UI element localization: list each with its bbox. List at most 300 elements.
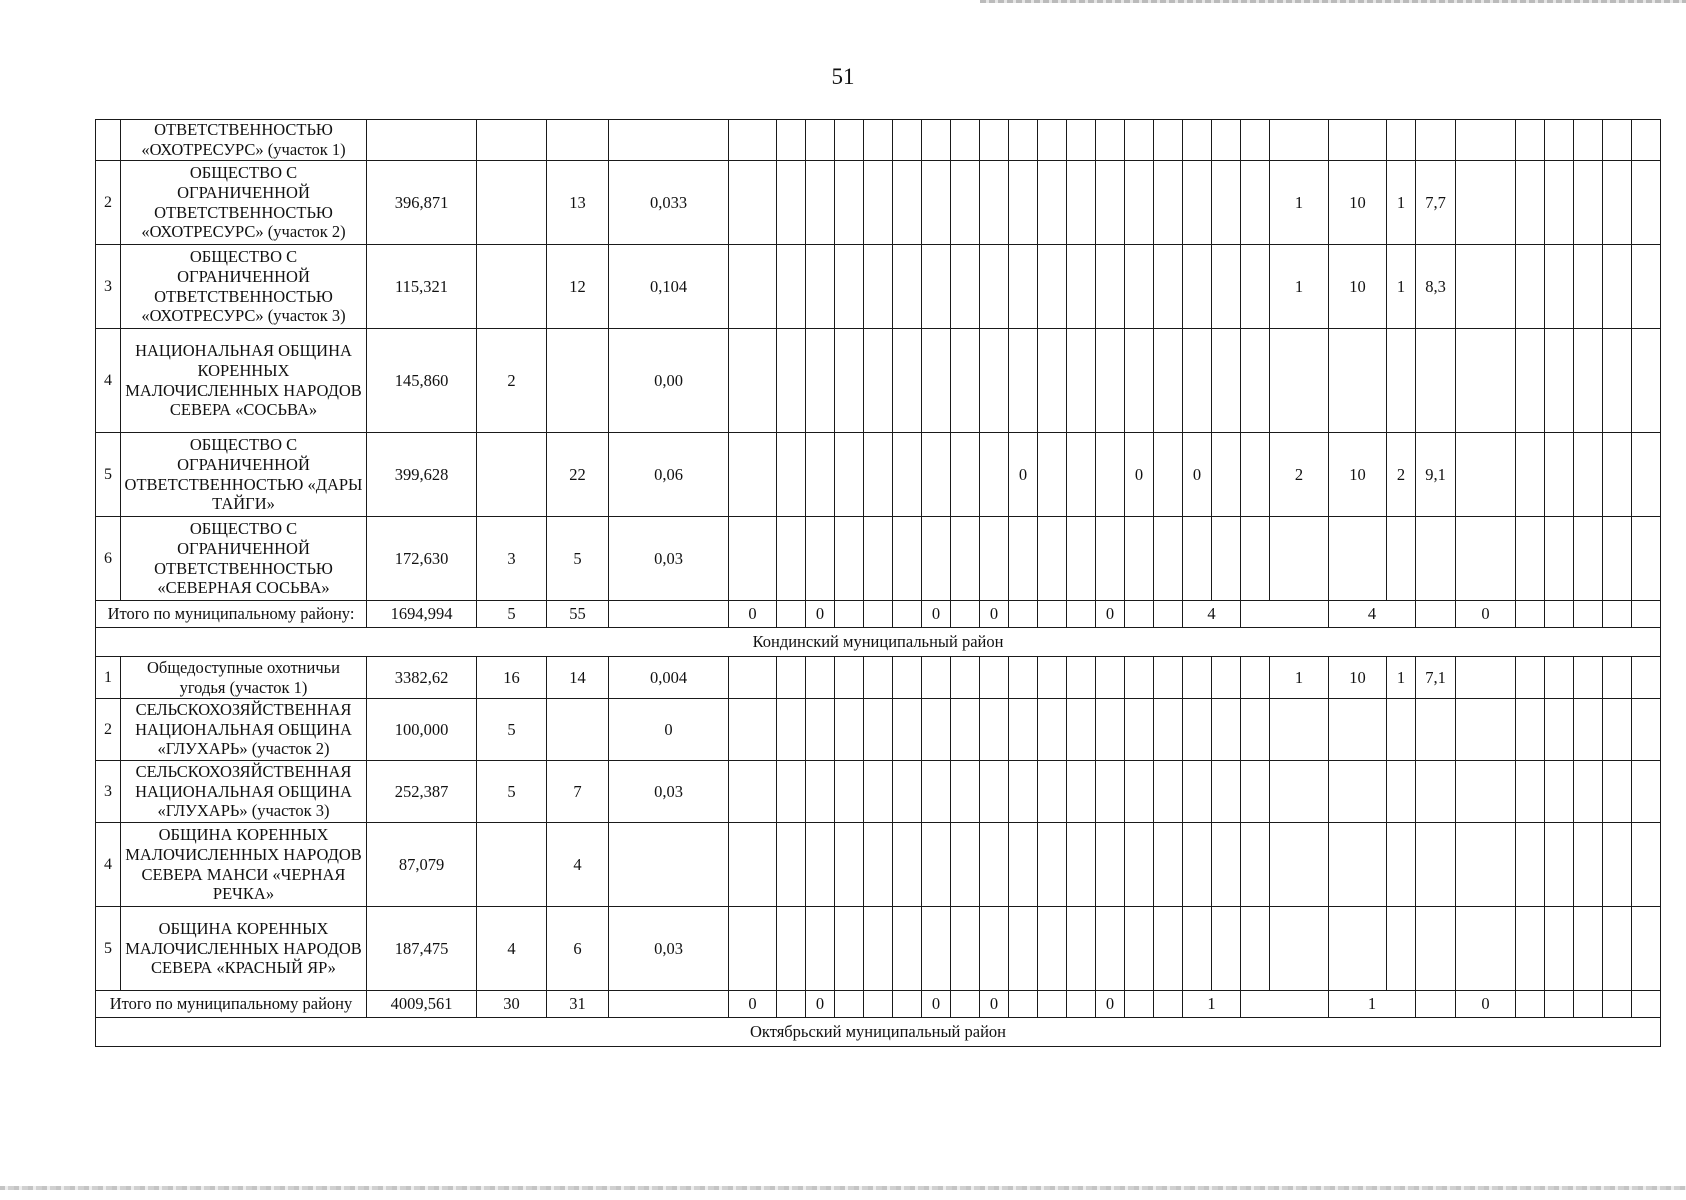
data-cell: [835, 245, 864, 329]
total-data-cell: [835, 601, 864, 628]
count-cell: [477, 120, 547, 161]
area-value: 115,321: [367, 245, 477, 329]
data-cell: [1516, 907, 1545, 991]
data-cell: 10: [1329, 161, 1387, 245]
total-data-cell: [1516, 601, 1545, 628]
data-cell: [1038, 907, 1067, 991]
data-cell: [1632, 907, 1661, 991]
total-area: 1694,994: [367, 601, 477, 628]
data-cell: [1125, 120, 1154, 161]
data-cell: [951, 699, 980, 761]
data-cell: [1212, 329, 1241, 433]
data-cell: [864, 823, 893, 907]
total-data-cell: [1125, 601, 1154, 628]
scan-edge-bottom: [0, 1186, 1686, 1190]
total-data-cell: 0: [980, 991, 1009, 1018]
data-cell: [922, 907, 951, 991]
total-data-cell: 1: [1329, 991, 1416, 1018]
data-cell: [893, 657, 922, 699]
data-cell: [864, 907, 893, 991]
data-cell: [1387, 120, 1416, 161]
table-row: [96, 161, 1661, 245]
data-cell: [1603, 761, 1632, 823]
row-number: 4: [96, 823, 121, 907]
total-data-cell: [1545, 601, 1574, 628]
data-cell: [1067, 245, 1096, 329]
count-cell: [547, 329, 609, 433]
data-cell: [777, 823, 806, 907]
data-cell: [1038, 329, 1067, 433]
count-cell: 5: [547, 517, 609, 601]
data-cell: [835, 433, 864, 517]
data-cell: [729, 245, 777, 329]
data-cell: [893, 161, 922, 245]
organization-name: НАЦИОНАЛЬНАЯ ОБЩИНА КОРЕННЫХ МАЛОЧИСЛЕННЫХ НАРОДОВ СЕВЕРА «СОСЬВА»: [121, 329, 367, 433]
density-cell: 0,03: [609, 761, 729, 823]
data-cell: [1241, 657, 1270, 699]
data-cell: [1154, 699, 1183, 761]
data-cell: [1387, 823, 1416, 907]
data-cell: 1: [1270, 161, 1329, 245]
total-data-cell: [1038, 991, 1067, 1018]
total-count: 5: [477, 601, 547, 628]
row-number: 2: [96, 161, 121, 245]
data-cell: [777, 657, 806, 699]
count-cell: 13: [547, 161, 609, 245]
table-row: [96, 761, 1661, 823]
total-data-cell: [1038, 601, 1067, 628]
data-cell: [1009, 761, 1038, 823]
data-cell: [806, 823, 835, 907]
organization-name: ОБЩЕСТВО С ОГРАНИЧЕННОЙ ОТВЕТСТВЕННОСТЬЮ «ОХОТРЕСУРС» (участок 2): [121, 161, 367, 245]
row-number: 2: [96, 699, 121, 761]
data-cell: [1545, 761, 1574, 823]
data-cell: [1456, 907, 1516, 991]
data-cell: [1154, 120, 1183, 161]
data-cell: [1183, 517, 1212, 601]
data-cell: 2: [1270, 433, 1329, 517]
data-cell: [806, 120, 835, 161]
data-cell: [1329, 761, 1387, 823]
data-cell: [1067, 329, 1096, 433]
data-cell: [922, 161, 951, 245]
data-cell: [1574, 823, 1603, 907]
data-cell: [980, 161, 1009, 245]
total-count: 55: [547, 601, 609, 628]
count-cell: [547, 120, 609, 161]
data-cell: [1067, 120, 1096, 161]
total-data-cell: 0: [980, 601, 1009, 628]
data-cell: [1183, 761, 1212, 823]
row-number: 6: [96, 517, 121, 601]
data-cell: [951, 517, 980, 601]
data-cell: [951, 823, 980, 907]
table-row: [96, 433, 1661, 517]
data-cell: [1270, 907, 1329, 991]
data-cell: [1574, 699, 1603, 761]
total-label: Итого по муниципальному району:: [96, 601, 367, 628]
data-cell: 0: [1183, 433, 1212, 517]
area-value: 145,860: [367, 329, 477, 433]
data-cell: [922, 699, 951, 761]
data-cell: [1038, 161, 1067, 245]
data-cell: [1096, 657, 1125, 699]
density-cell: 0,03: [609, 517, 729, 601]
data-cell: [1009, 329, 1038, 433]
data-cell: [729, 161, 777, 245]
data-cell: [1603, 517, 1632, 601]
organization-name: ОБЩЕСТВО С ОГРАНИЧЕННОЙ ОТВЕТСТВЕННОСТЬЮ «СЕВЕРНАЯ СОСЬВА»: [121, 517, 367, 601]
data-cell: [1574, 329, 1603, 433]
data-cell: [1183, 699, 1212, 761]
data-cell: [922, 245, 951, 329]
data-cell: [1183, 823, 1212, 907]
data-cell: [980, 699, 1009, 761]
data-cell: [835, 120, 864, 161]
data-cell: [1009, 657, 1038, 699]
organization-name: ОБЩЕСТВО С ОГРАНИЧЕННОЙ ОТВЕТСТВЕННОСТЬЮ «ОХОТРЕСУРС» (участок 3): [121, 245, 367, 329]
data-cell: [1516, 433, 1545, 517]
data-cell: [1125, 161, 1154, 245]
data-cell: [835, 517, 864, 601]
data-cell: [729, 907, 777, 991]
data-cell: [1067, 823, 1096, 907]
data-cell: [835, 699, 864, 761]
data-cell: [1009, 161, 1038, 245]
count-cell: 14: [547, 657, 609, 699]
data-cell: [1038, 823, 1067, 907]
count-cell: [477, 245, 547, 329]
data-cell: [1456, 161, 1516, 245]
data-cell: [1212, 907, 1241, 991]
data-cell: [1038, 433, 1067, 517]
count-cell: 5: [477, 699, 547, 761]
data-cell: [806, 761, 835, 823]
data-cell: [1545, 245, 1574, 329]
data-cell: [1154, 823, 1183, 907]
data-cell: [777, 329, 806, 433]
data-cell: [1603, 120, 1632, 161]
data-cell: [1009, 907, 1038, 991]
data-cell: [1038, 120, 1067, 161]
data-cell: [1125, 907, 1154, 991]
total-data-cell: [1009, 991, 1038, 1018]
data-cell: [922, 517, 951, 601]
region-header: Кондинский муниципальный район: [96, 628, 1661, 657]
total-data-cell: [1009, 601, 1038, 628]
data-cell: [777, 761, 806, 823]
data-cell: [1603, 433, 1632, 517]
data-cell: [1212, 761, 1241, 823]
count-cell: 4: [477, 907, 547, 991]
row-number: 5: [96, 433, 121, 517]
data-cell: 1: [1387, 245, 1416, 329]
data-cell: [729, 120, 777, 161]
total-data-cell: [1154, 991, 1183, 1018]
data-cell: [1067, 761, 1096, 823]
data-cell: [1212, 823, 1241, 907]
data-cell: [1516, 761, 1545, 823]
total-data-cell: [1516, 991, 1545, 1018]
data-cell: [1270, 120, 1329, 161]
data-cell: [1516, 517, 1545, 601]
data-cell: [1416, 761, 1456, 823]
data-cell: [1387, 761, 1416, 823]
total-data-cell: 0: [1096, 601, 1125, 628]
data-cell: [893, 823, 922, 907]
data-cell: 1: [1387, 161, 1416, 245]
data-cell: 10: [1329, 657, 1387, 699]
data-cell: [1516, 120, 1545, 161]
total-count: 31: [547, 991, 609, 1018]
data-cell: 1: [1270, 657, 1329, 699]
total-data-cell: [777, 601, 806, 628]
data-cell: [980, 761, 1009, 823]
total-data-cell: [777, 991, 806, 1018]
total-data-cell: [951, 991, 980, 1018]
data-cell: [806, 517, 835, 601]
data-cell: [1212, 120, 1241, 161]
total-density: [609, 601, 729, 628]
total-label: Итого по муниципальному району: [96, 991, 367, 1018]
data-cell: [1241, 245, 1270, 329]
data-cell: [1038, 699, 1067, 761]
data-cell: [1096, 245, 1125, 329]
hunting-grounds-table: [95, 119, 1661, 1047]
row-number: 4: [96, 329, 121, 433]
data-cell: [1416, 329, 1456, 433]
data-cell: [1516, 245, 1545, 329]
data-cell: [729, 433, 777, 517]
data-cell: [1632, 699, 1661, 761]
data-cell: [1212, 699, 1241, 761]
data-cell: [1632, 161, 1661, 245]
data-cell: [777, 433, 806, 517]
count-cell: 12: [547, 245, 609, 329]
data-cell: [777, 245, 806, 329]
data-cell: [777, 907, 806, 991]
data-cell: [806, 907, 835, 991]
data-cell: [1603, 329, 1632, 433]
total-data-cell: 4: [1183, 601, 1241, 628]
data-cell: [729, 517, 777, 601]
area-value: 399,628: [367, 433, 477, 517]
data-cell: [951, 245, 980, 329]
data-cell: [1241, 907, 1270, 991]
density-cell: 0,06: [609, 433, 729, 517]
data-cell: [1270, 699, 1329, 761]
table-row: [96, 657, 1661, 699]
data-cell: [1387, 329, 1416, 433]
data-cell: [1067, 517, 1096, 601]
data-cell: [1603, 823, 1632, 907]
data-cell: [777, 517, 806, 601]
data-cell: [1632, 120, 1661, 161]
data-cell: [729, 761, 777, 823]
data-cell: [893, 517, 922, 601]
count-cell: 7: [547, 761, 609, 823]
data-cell: [1632, 329, 1661, 433]
data-cell: [1416, 907, 1456, 991]
data-cell: [864, 245, 893, 329]
total-data-cell: [1603, 601, 1632, 628]
data-cell: [951, 761, 980, 823]
density-cell: 0,104: [609, 245, 729, 329]
data-cell: [1545, 823, 1574, 907]
data-cell: [1212, 657, 1241, 699]
area-value: 252,387: [367, 761, 477, 823]
data-cell: [1329, 907, 1387, 991]
data-cell: [835, 161, 864, 245]
data-cell: [1632, 761, 1661, 823]
total-data-cell: [1416, 991, 1456, 1018]
total-data-cell: 0: [922, 991, 951, 1018]
data-cell: [1009, 699, 1038, 761]
data-cell: [1329, 699, 1387, 761]
total-data-cell: [1067, 991, 1096, 1018]
data-cell: [1154, 245, 1183, 329]
data-cell: [1096, 907, 1125, 991]
data-cell: [777, 699, 806, 761]
data-cell: [1516, 699, 1545, 761]
total-data-cell: [1154, 601, 1183, 628]
data-cell: [1038, 517, 1067, 601]
total-data-cell: [864, 991, 893, 1018]
total-data-cell: [1125, 991, 1154, 1018]
data-cell: [729, 329, 777, 433]
data-cell: [1574, 517, 1603, 601]
data-cell: [1154, 329, 1183, 433]
total-data-cell: [1241, 601, 1329, 628]
table-row: [96, 517, 1661, 601]
total-row: [96, 991, 1661, 1018]
data-cell: [1270, 329, 1329, 433]
total-count: 30: [477, 991, 547, 1018]
total-data-cell: [1574, 991, 1603, 1018]
data-cell: [1516, 823, 1545, 907]
data-cell: [951, 657, 980, 699]
data-cell: [1125, 657, 1154, 699]
count-cell: [477, 433, 547, 517]
data-cell: [980, 120, 1009, 161]
data-cell: [980, 517, 1009, 601]
data-cell: [1154, 161, 1183, 245]
area-value: 100,000: [367, 699, 477, 761]
data-cell: [1241, 761, 1270, 823]
data-cell: [1096, 761, 1125, 823]
data-cell: 10: [1329, 433, 1387, 517]
count-cell: 16: [477, 657, 547, 699]
data-cell: [1632, 823, 1661, 907]
organization-name: ОБЩИНА КОРЕННЫХ МАЛОЧИСЛЕННЫХ НАРОДОВ СЕВЕРА «КРАСНЫЙ ЯР»: [121, 907, 367, 991]
row-number: 1: [96, 657, 121, 699]
data-cell: [1096, 823, 1125, 907]
data-cell: [1329, 329, 1387, 433]
region-header: Октябрьский муниципальный район: [96, 1018, 1661, 1047]
total-data-cell: [951, 601, 980, 628]
count-cell: 22: [547, 433, 609, 517]
total-data-cell: [835, 991, 864, 1018]
data-cell: [1154, 517, 1183, 601]
data-cell: [864, 433, 893, 517]
count-cell: [477, 823, 547, 907]
data-cell: [1387, 699, 1416, 761]
total-row: [96, 601, 1661, 628]
total-data-cell: [864, 601, 893, 628]
data-cell: [980, 907, 1009, 991]
data-cell: [1416, 120, 1456, 161]
density-cell: 0: [609, 699, 729, 761]
data-cell: [893, 699, 922, 761]
data-cell: [1241, 329, 1270, 433]
density-cell: [609, 120, 729, 161]
data-cell: [951, 120, 980, 161]
total-data-cell: [893, 601, 922, 628]
density-cell: 0,00: [609, 329, 729, 433]
data-cell: [835, 657, 864, 699]
data-cell: [1241, 517, 1270, 601]
data-cell: [1183, 657, 1212, 699]
data-cell: [1603, 657, 1632, 699]
data-cell: [1038, 657, 1067, 699]
data-cell: [835, 823, 864, 907]
data-cell: [1183, 245, 1212, 329]
region-header-row: [96, 1018, 1661, 1047]
data-cell: [1096, 161, 1125, 245]
data-cell: [1241, 823, 1270, 907]
data-cell: [1067, 657, 1096, 699]
data-cell: [1456, 761, 1516, 823]
organization-name: СЕЛЬСКОХОЗЯЙСТВЕННАЯ НАЦИОНАЛЬНАЯ ОБЩИНА «ГЛУХАРЬ» (участок 3): [121, 761, 367, 823]
data-cell: [1329, 823, 1387, 907]
data-cell: [922, 329, 951, 433]
data-cell: [1241, 433, 1270, 517]
density-cell: 0,004: [609, 657, 729, 699]
area-value: 187,475: [367, 907, 477, 991]
data-cell: [1270, 517, 1329, 601]
total-data-cell: [1632, 991, 1661, 1018]
area-value: [367, 120, 477, 161]
data-cell: [864, 120, 893, 161]
data-cell: [1456, 699, 1516, 761]
data-cell: [835, 329, 864, 433]
data-cell: [1603, 245, 1632, 329]
data-cell: 8,3: [1416, 245, 1456, 329]
data-cell: 7,7: [1416, 161, 1456, 245]
data-cell: [1574, 120, 1603, 161]
area-value: 396,871: [367, 161, 477, 245]
data-cell: [1456, 823, 1516, 907]
data-cell: [1416, 517, 1456, 601]
data-cell: [864, 517, 893, 601]
total-data-cell: 0: [1456, 601, 1516, 628]
region-header-row: [96, 628, 1661, 657]
count-cell: [477, 161, 547, 245]
data-cell: [893, 329, 922, 433]
table-row: [96, 120, 1661, 161]
organization-name: ОТВЕТСТВЕННОСТЬЮ «ОХОТРЕСУРС» (участок 1): [121, 120, 367, 161]
data-cell: [1456, 245, 1516, 329]
data-cell: [1632, 657, 1661, 699]
count-cell: 2: [477, 329, 547, 433]
data-cell: [1009, 517, 1038, 601]
count-cell: 3: [477, 517, 547, 601]
data-cell: [922, 761, 951, 823]
total-data-cell: [1416, 601, 1456, 628]
data-cell: [1067, 699, 1096, 761]
data-cell: [1096, 433, 1125, 517]
data-cell: [922, 433, 951, 517]
